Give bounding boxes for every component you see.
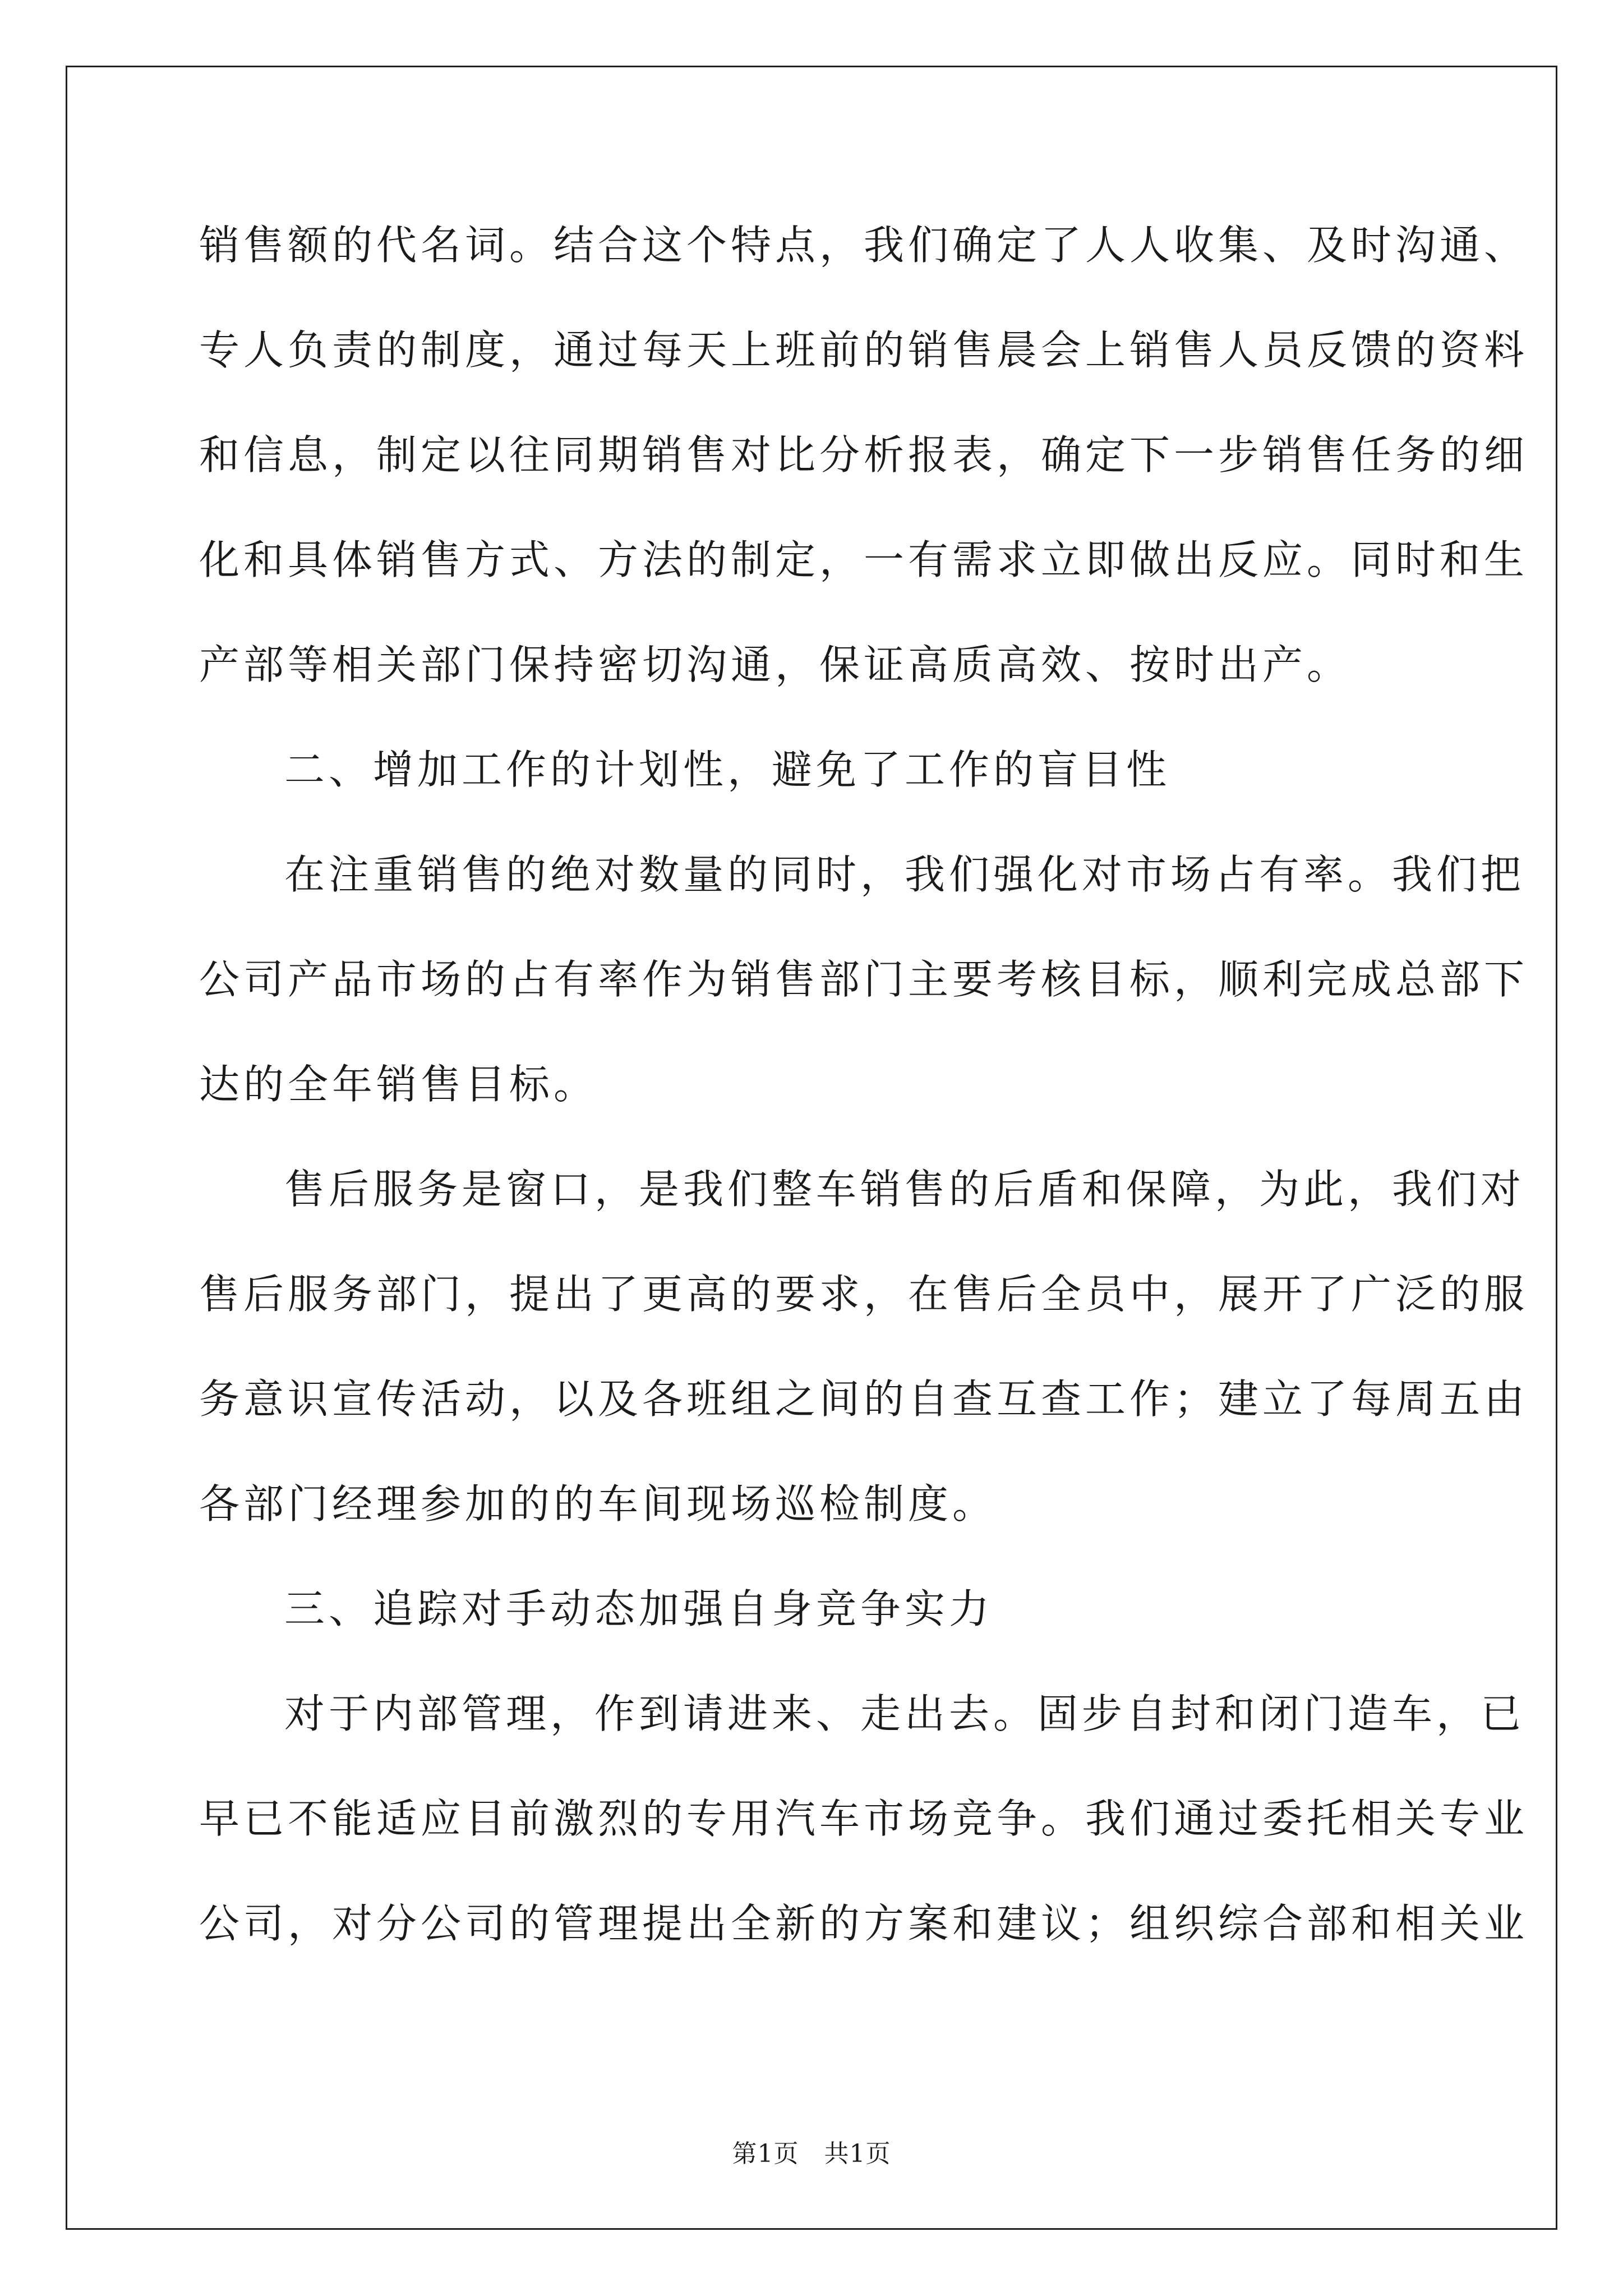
page-number: 第1页	[732, 2139, 799, 2168]
text-line: 早已不能适应目前激烈的专用汽车市场竞争。我们通过委托相关专业	[199, 1795, 1529, 1842]
text-line: 达的全年销售目标。	[199, 1061, 598, 1108]
text-line: 务意识宣传活动，以及各班组之间的自查互查工作；建立了每周五由	[199, 1375, 1529, 1423]
document-body	[199, 214, 1529, 1998]
page-total: 共1页	[824, 2139, 891, 2168]
section-heading: 三、追踪对手动态加强自身竞争实力	[284, 1585, 994, 1632]
text-line: 专人负责的制度，通过每天上班前的销售晨会上销售人员反馈的资料	[199, 326, 1529, 374]
text-line: 公司，对分公司的管理提出全新的方案和建议；组织综合部和相关业	[199, 1900, 1529, 1947]
text-line: 产部等相关部门保持密切沟通，保证高质高效、按时出产。	[199, 641, 1352, 688]
page-footer	[0, 2137, 1623, 2171]
text-line: 和信息，制定以往同期销售对比分析报表，确定下一步销售任务的细	[199, 431, 1529, 478]
text-line: 售后服务是窗口，是我们整车销售的后盾和保障，为此，我们对	[284, 1166, 1525, 1213]
text-line: 在注重销售的绝对数量的同时，我们强化对市场占有率。我们把	[284, 851, 1525, 898]
section-heading: 二、增加工作的计划性，避免了工作的盲目性	[284, 746, 1171, 793]
text-line: 各部门经理参加的的车间现场巡检制度。	[199, 1480, 997, 1527]
text-line: 公司产品市场的占有率作为销售部门主要考核目标，顺利完成总部下	[199, 956, 1529, 1003]
text-line: 销售额的代名词。结合这个特点，我们确定了人人收集、及时沟通、	[199, 222, 1529, 269]
text-line: 售后服务部门，提出了更高的要求，在售后全员中，展开了广泛的服	[199, 1271, 1529, 1318]
text-line: 化和具体销售方式、方法的制定，一有需求立即做出反应。同时和生	[199, 536, 1529, 583]
text-line: 对于内部管理，作到请进来、走出去。固步自封和闭门造车，已	[284, 1690, 1525, 1737]
